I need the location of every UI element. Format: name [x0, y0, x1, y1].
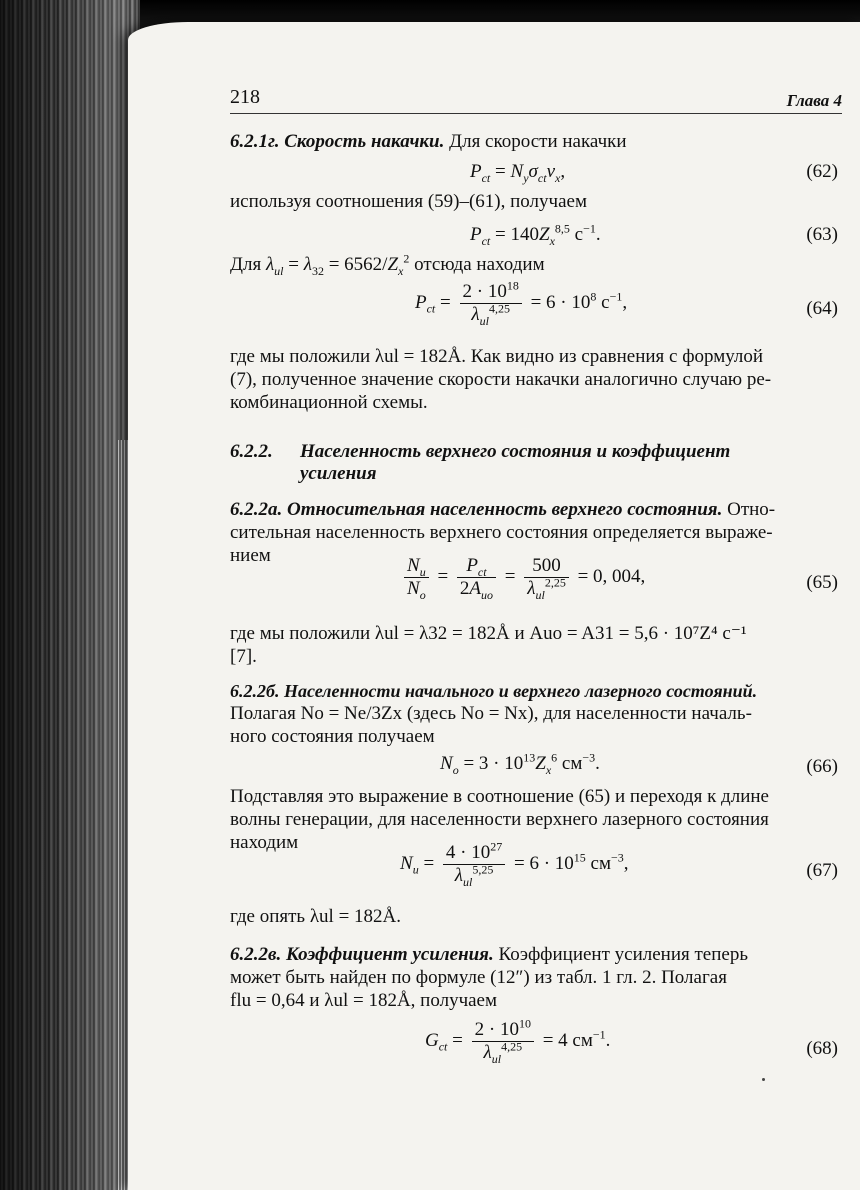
eq-number-64: (64)	[806, 298, 838, 319]
section-622-title-line2: усиления	[300, 463, 377, 484]
section-622a-line1	[230, 499, 775, 521]
section-622b-heading: 6.2.2б. Населенности начального и верхнего лазерного состояний.	[230, 681, 758, 701]
formula-62: $P_{ct} = N_y\sigma_{ct}v_x$,	[470, 161, 566, 185]
eq-number-67: (67)	[806, 860, 838, 881]
scan-speck	[762, 1078, 765, 1081]
formula-65: $\frac{N_u}{N_o}$ = $\frac{P_{ct}}{2A_{uo}}$ = $\frac{500}{\lambda_{ul}^{2,25}}$ = 0, 004,	[400, 556, 645, 599]
section-622-number: 6.2.2.	[230, 441, 273, 462]
formula-66: $N_o = 3 \cdot 10^{13}Z_x^6$ $см^{-3}$.	[440, 750, 600, 777]
text-using-relations: используя соотношения (59)–(61), получаем	[230, 191, 587, 212]
paragraph-621g-line1: где мы положили λul = 182Å. Как видно из сравнения с формулой	[230, 346, 764, 367]
section-622a-heading: 6.2.2а. Относительная населенность верхнего состояния.	[230, 499, 723, 520]
section-621g-line	[230, 131, 627, 153]
section-622v-heading: 6.2.2в. Коэффициент усиления.	[230, 944, 494, 965]
text-for-lambda: Для $\lambda_{ul} = \lambda_{32} = 6562/Z_x^2$ отсюда находим	[230, 251, 545, 278]
section-621g-intro: Для скорости накачки	[449, 131, 627, 152]
section-622a-after-line1: где мы положили λul = λ32 = 182Å и Auo = A31 = 5,6 · 10⁷Z⁴ с⁻¹	[230, 623, 747, 644]
eq-number-62: (62)	[806, 161, 838, 182]
section-622a-line2: сительная населенность верхнего состояния определяется выраже-	[230, 522, 773, 543]
section-622-title-line1: Населенность верхнего состояния и коэффициент	[300, 441, 731, 462]
section-622b-after: где опять λul = 182Å.	[230, 906, 401, 927]
paragraph-621g-line2: (7), полученное значение скорости накачки аналогично случаю ре-	[230, 369, 772, 390]
section-622a-line3: нием	[230, 545, 271, 566]
page-number: 218	[230, 86, 260, 108]
section-622a-after-line2: [7].	[230, 646, 257, 667]
section-622a-heading-tail: Отно-	[727, 499, 776, 520]
formula-64: $P_{ct}$ = $\frac{2 \cdot 10^{18}}{\lambda_{ul}^{4,25}}$ = $6 \cdot 10^8$ $с^{-1}$,	[415, 278, 628, 328]
section-622b-para-line1: Подставляя это выражение в соотношение (65) и переходя к длине	[230, 786, 769, 807]
section-622v-line3: flu = 0,64 и λul = 182Å, получаем	[230, 990, 498, 1011]
eq-number-66: (66)	[806, 756, 838, 777]
eq-number-63: (63)	[806, 224, 838, 245]
formula-63: $P_{ct} = 140Z_x^{8,5}$ $с^{-1}$.	[470, 221, 601, 248]
chapter-title: Глава 4	[786, 91, 842, 110]
section-622b-line2: Полагая No = Ne/3Zx (здесь No = Nx), для населенности началь-	[230, 703, 752, 724]
formula-67: $N_u$ = $\frac{4 \cdot 10^{27}}{\lambda_{ul}^{5,25}}$ = $6 \cdot 10^{15}$ $см^{-3}$,	[400, 839, 629, 889]
header-rule	[230, 113, 842, 114]
section-622b-para-line2: волны генерации, для населенности верхнего лазерного состояния	[230, 809, 769, 830]
eq-number-68: (68)	[806, 1038, 838, 1059]
section-622b-para-line3: находим	[230, 832, 299, 853]
text-for-lambda-tail: отсюда находим	[414, 254, 545, 275]
section-622v-line1	[230, 944, 748, 966]
paragraph-621g-line3: комбинационной схемы.	[230, 392, 428, 413]
formula-68: $G_{ct}$ = $\frac{2 \cdot 10^{10}}{\lambda_{ul}^{4,25}}$ = 4 $см^{-1}$.	[425, 1016, 611, 1066]
section-622b-line3: ного состояния получаем	[230, 726, 435, 747]
section-622v-line2: может быть найден по формуле (12″) из табл. 1 гл. 2. Полагая	[230, 967, 727, 988]
section-621g-heading: 6.2.1г. Скорость накачки.	[230, 131, 445, 152]
eq-number-65: (65)	[806, 572, 838, 593]
section-622v-heading-tail: Коэффициент усиления теперь	[498, 944, 748, 965]
